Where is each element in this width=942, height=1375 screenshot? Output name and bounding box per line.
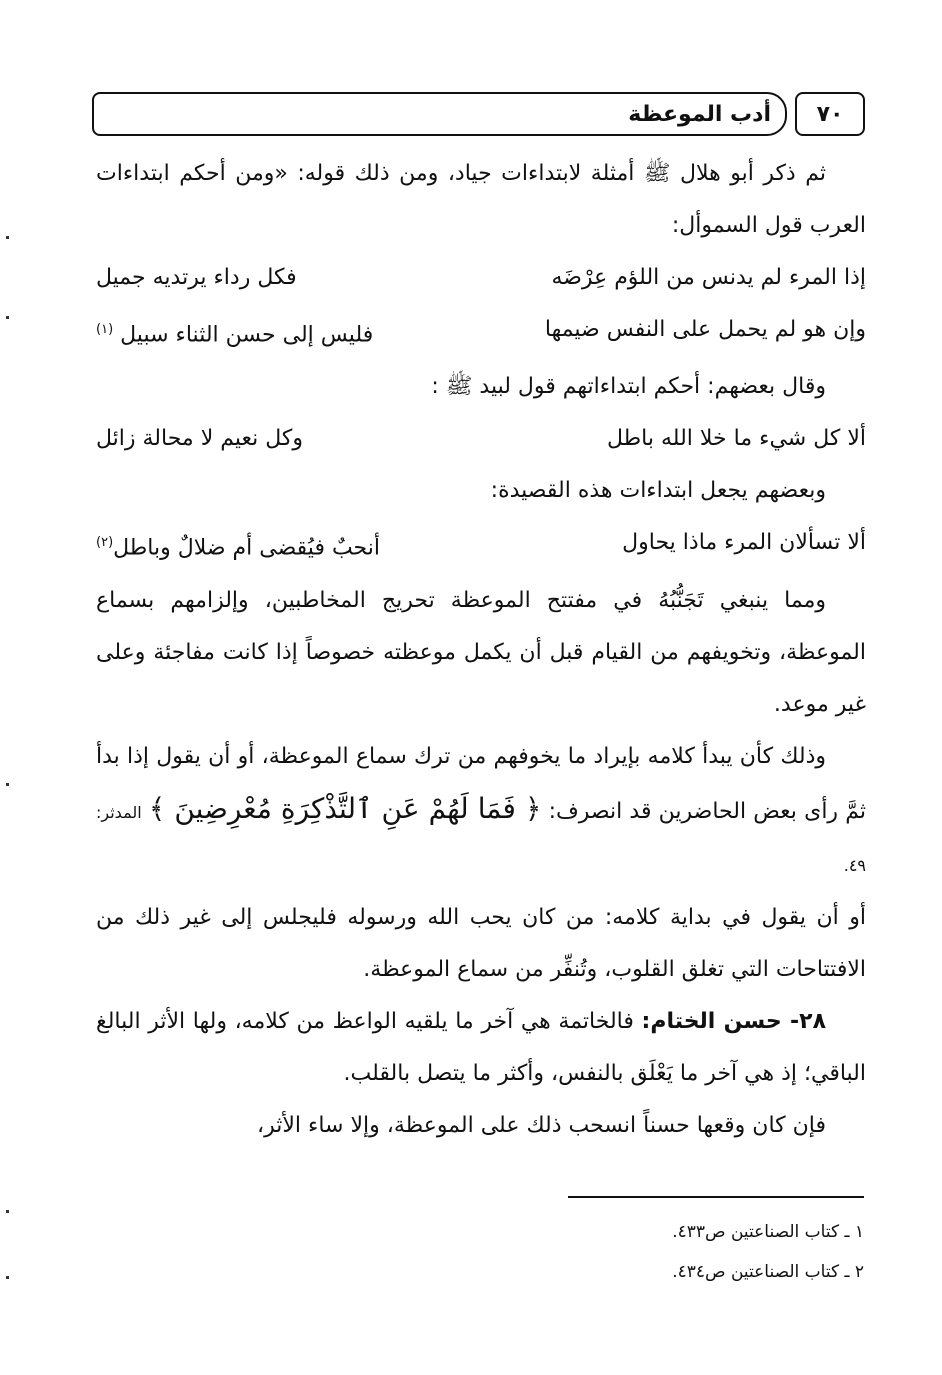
footnotes — [464, 1212, 864, 1292]
footnote-ref-2: (٢) — [96, 535, 114, 551]
verse-2-first-hemistich: وإن هو لم يحمل على النفس ضيمها — [544, 317, 866, 342]
running-title — [92, 92, 787, 136]
scan-speck — [6, 1276, 9, 1279]
paragraph-8: فإن كان وقعها حسناً انسحب ذلك على الموعظة، وإلا ساء الأثر، — [256, 1112, 826, 1138]
paragraph-7 — [96, 996, 866, 1100]
verse-3-first-hemistich: ألا كل شيء ما خلا الله باطل — [607, 426, 866, 452]
page-header — [92, 92, 865, 138]
verse-2 — [96, 304, 866, 361]
scan-speck — [6, 236, 9, 239]
verse-2-second-hemistich: فليس إلى حسن الثناء سبيل — [120, 322, 374, 348]
verse-4 — [96, 517, 866, 574]
running-title-text: أدب الموعظة — [628, 101, 771, 127]
footnote-ref-1: (١) — [96, 322, 114, 337]
verse-2-second-hemistich-group — [96, 304, 373, 361]
paragraph-1: ثم ذكر أبو هلال ﷺ أمثلة لابتداءات جياد، ومن ذلك قوله: «ومن أحكم ابتداءات العرب قول السموأل: — [96, 161, 866, 238]
verse-4-second-hemistich: أنحبٌ فيُقضى أم ضلالٌ وباطل — [113, 535, 380, 561]
verse-1-first-hemistich: إذا المرء لم يدنس من اللؤم عِرْضَه — [551, 265, 866, 290]
section-heading: ٢٨- حسن الختام: — [641, 1008, 826, 1034]
footnote-separator — [568, 1196, 864, 1198]
scan-speck — [6, 316, 9, 319]
footnote-1: ١ ـ كتاب الصناعتين ص٤٣٣. — [672, 1222, 864, 1242]
verse-1-second-hemistich: فكل رداء يرتديه جميل — [96, 265, 297, 290]
paragraph-5-lead: وذلك كأن يبدأ كلامه بإيراد ما يخوفهم من ترك سماع الموعظة، أو أن يقول إذا بدأ ثمَّ رأى بعض الحاضرين قد انصرف: — [96, 743, 866, 824]
footnote-2: ٢ ـ كتاب الصناعتين ص٤٣٤. — [672, 1262, 864, 1282]
paragraph-3: وبعضهم يجعل ابتداءات هذه القصيدة: — [490, 478, 826, 504]
paragraph-6: أو أن يقول في بداية كلامه: من كان يحب الله ورسوله فليجلس إلى غير ذلك من الافتتاحات التي تغلق القلوب، وتُنفِّر من سماع الموعظة. — [96, 904, 866, 982]
page-body — [96, 148, 866, 1152]
scan-speck — [6, 1210, 9, 1213]
page-number-text: ٧٠ — [816, 101, 844, 127]
verse-1 — [96, 252, 866, 304]
paragraph-7-text: فالخاتمة هي آخر ما يلقيه الواعظ من كلامه، ولها الأثر البالغ الباقي؛ إذ هي آخر ما يَعْلَق بالنفس، وأكثر ما يتصل بالقلب. — [96, 1008, 866, 1086]
paragraph-4: ومما ينبغي تَجَنُّبُهُ في مفتتح الموعظة تحريج المخاطبين، وإلزامهم بسماع الموعظة، وتخويفهم من القيام قبل أن يكمل موعظته خصوصاً إذا كانت مفاجئة وعلى غير موعد. — [96, 587, 866, 717]
verse-4-first-hemistich: ألا تسألان المرء ماذا يحاول — [622, 530, 866, 556]
verse-3-second-hemistich: وكل نعيم لا محالة زائل — [96, 426, 304, 452]
paragraph-2: وقال بعضهم: أحكم ابتداءاتهم قول لبيد ﷺ : — [431, 374, 826, 400]
paragraph-5 — [96, 731, 866, 892]
quran-verse: ﴿ فَمَا لَهُمْ عَنِ ٱلتَّذْكِرَةِ مُعْرِضِينَ ﴾ — [148, 791, 542, 825]
page-number — [795, 92, 865, 136]
quran-reference: المدثر: ٤٩. — [96, 802, 866, 875]
verse-4-second-hemistich-group — [96, 517, 380, 574]
verse-3 — [96, 413, 866, 465]
scan-speck — [6, 783, 9, 786]
